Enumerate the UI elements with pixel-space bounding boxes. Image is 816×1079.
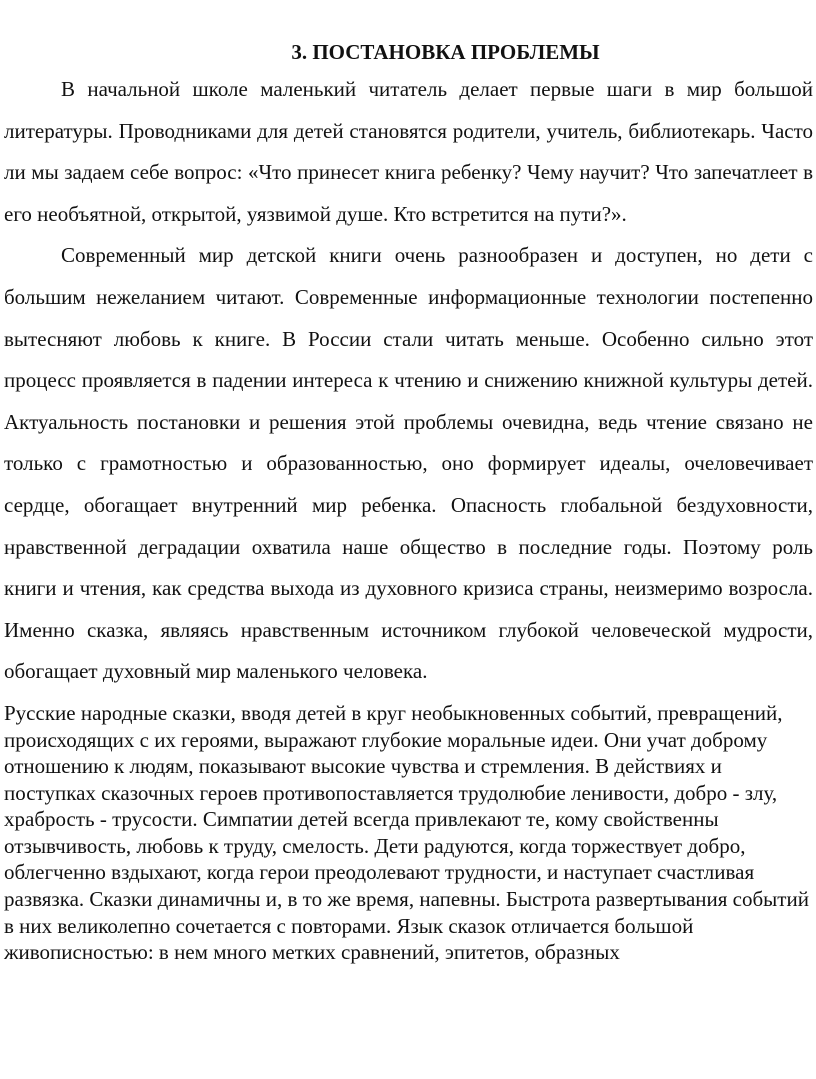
section-title: 3. ПОСТАНОВКА ПРОБЛЕМЫ (291, 40, 600, 64)
paragraph-modern-world: Современный мир детской книги очень разнообразен и доступен, но дети с большим нежеланием читают. Современные информационные технологии постепенно вытесняют любовь к книге. В России стали читать меньше. Особенно сильно этот процесс проявляется в падении интереса к чтению и снижению книжной культуры детей. Актуальность постановки и решения этой проблемы очевидна, ведь чтение связано не только с грамотностью и образованностью, оно формирует идеалы, очеловечивает сердце, обогащает внутренний мир ребенка. Опасность глобальной бездуховности, нравственной деградации охватила наше общество в последние годы. Поэтому роль книги и чтения, как средства выхода из духовного кризиса страны, неизмеримо возросла. Именно сказка, являясь нравственным источником глубокой человеческой мудрости, обогащает духовный мир маленького человека. (4, 243, 813, 684)
paragraph-reading-intro: В начальной школе маленький читатель делает первые шаги в мир большой литературы. Проводниками для детей становятся родители, учитель, библиотекарь. Часто ли мы задаем себе вопрос: «Что принесет книга ребенку? Чему научит? Что запечатлеет в его необъятной, открытой, уязвимой душе. Кто встретится на пути?». (4, 77, 813, 226)
paragraph-folk-tales: Русские народные сказки, вводя детей в круг необыкновенных событий, превращений, происходящих с их героями, выражают глубокие моральные идеи. Они учат доброму отношению к людям, показывают высокие чувства и стремления. В действиях и поступках сказочных героев противопоставляется трудолюбие ленивости, добро - злу, храбрость - трусости. Симпатии детей всегда привлекают те, кому свойственны отзывчивость, любовь к труду, смелость. Дети радуются, когда торжествует добро, облегченно вздыхают, когда герои преодолевают трудности, и наступает счастливая развязка. Сказки динамичны и, в то же время, напевны. Быстрота развертывания событий в них великолепно сочетается с повторами. Язык сказок отличается большой живописностью: в нем много метких сравнений, эпитетов, образных (4, 700, 809, 965)
